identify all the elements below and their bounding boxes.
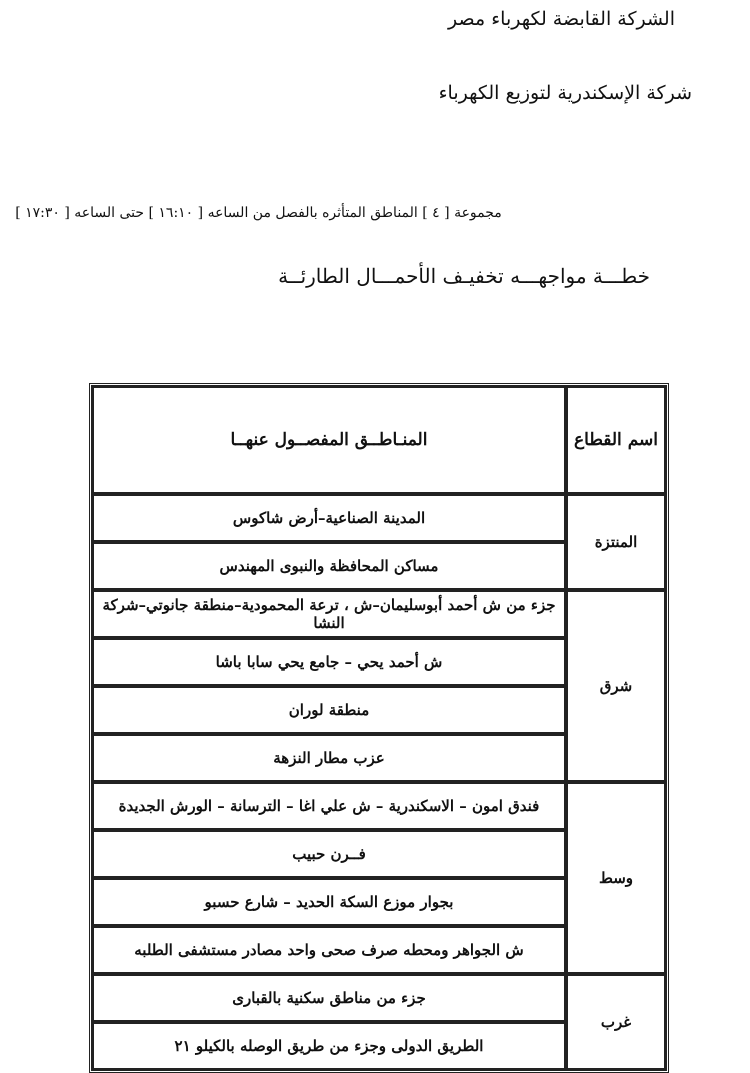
area-cell: منطقة لوران xyxy=(92,686,566,734)
area-cell: فندق امون – الاسكندرية – ش علي اغا – الترسانة – الورش الجديدة xyxy=(92,782,566,830)
outage-areas-table xyxy=(89,383,669,1073)
area-cell: عزب مطار النزهة xyxy=(92,734,566,782)
table-row xyxy=(92,494,666,542)
areas-column-header: المنـاطــق المفصــول عنهــا xyxy=(92,386,566,494)
holding-company-name: الشركة القابضة لكهرباء مصر xyxy=(448,8,675,30)
sector-cell: شرق xyxy=(566,590,666,782)
area-cell: بجوار موزع السكة الحديد – شارع حسبو xyxy=(92,878,566,926)
area-cell: فــرن حبيب xyxy=(92,830,566,878)
table-row xyxy=(92,590,666,638)
outage-group-schedule: مجموعة [ ٤ ] المناطق المتأثره بالفصل من الساعه [ ١٦:١٠ ] حتى الساعه [ ١٧:٣٠ ] xyxy=(15,205,502,221)
area-cell: مساكن المحافظة والنبوى المهندس xyxy=(92,542,566,590)
area-cell: جزء من ش أحمد أبوسليمان–ش ، ترعة المحمودية–منطقة جانوتي–شركة النشا xyxy=(92,590,566,638)
sector-cell: غرب xyxy=(566,974,666,1070)
area-cell: الطريق الدولى وجزء من طريق الوصله بالكيلو ٢١ xyxy=(92,1022,566,1070)
area-cell: جزء من مناطق سكنية بالقبارى xyxy=(92,974,566,1022)
table-row xyxy=(92,974,666,1022)
distribution-company-name: شركة الإسكندرية لتوزيع الكهرباء xyxy=(438,82,692,104)
plan-title: خطـــة مواجهـــه تخفيـف الأحمـــال الطارئــة xyxy=(278,264,650,288)
sector-cell: وسط xyxy=(566,782,666,974)
sector-cell: المنتزة xyxy=(566,494,666,590)
table-header-row xyxy=(92,386,666,494)
area-cell: ش الجواهر ومحطه صرف صحى واحد مصادر مستشفى الطلبه xyxy=(92,926,566,974)
area-cell: ش أحمد يحي – جامع يحي سابا باشا xyxy=(92,638,566,686)
sector-column-header: اسم القطاع xyxy=(566,386,666,494)
area-cell: المدينة الصناعية–أرض شاكوس xyxy=(92,494,566,542)
table-row xyxy=(92,782,666,830)
